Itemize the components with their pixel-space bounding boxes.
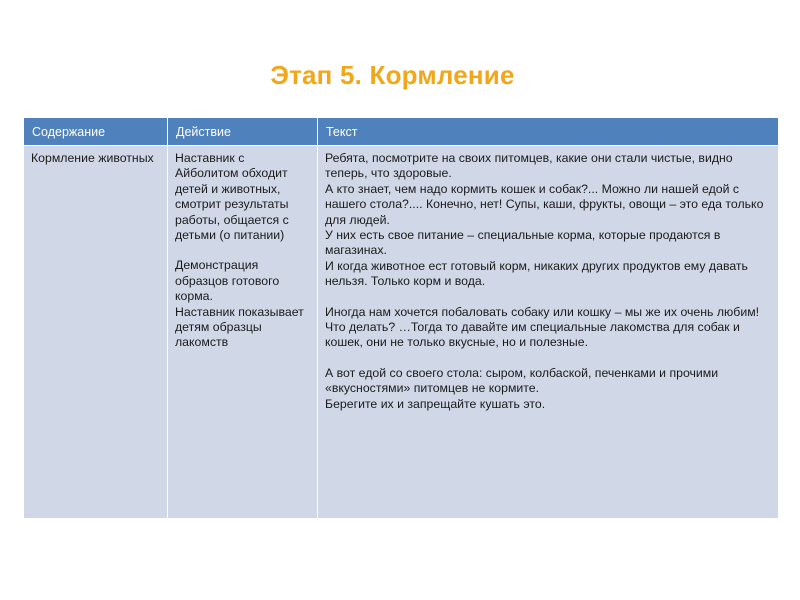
cell-action [168,146,318,519]
action-para-1: Наставник с Айболитом обходит детей и животных, смотрит результаты работы, общается с детьми (о питании) [175,151,289,243]
text-para-2: Иногда нам хочется побаловать собаку или кошку – мы же их очень любим! Что делать? …Тогда то давайте им специальные лакомства для собак и кошек, они не только вкусные, но и полезные. [325,304,760,350]
table-header-row [24,118,779,146]
cell-content [24,146,168,519]
header-text: Текст [318,118,779,146]
stage-table [23,117,779,519]
header-action: Действие [168,118,318,146]
content-text: Кормление животных [31,151,154,165]
table-row [24,146,779,519]
slide-title: Этап 5. Кормление [270,60,515,90]
header-content: Содержание [24,118,168,146]
text-para-1: Ребята, посмотрите на своих питомцев, какие они стали чистые, видно теперь, что здоровые. А кто знает, чем надо кормить кошек и собак?... Можно ли нашей едой с нашего стола?.... Конечно, нет! Супы, каши, фрукты, овощи – это еда только для людей. У них есть свое питание – специальные корма, которые продаются в магазинах. И когда животное ест готовый корм, никаких других продуктов ему давать нельзя. Только корм и вода. [325,151,764,289]
text-para-3: А вот едой со своего стола: сыром, колбаской, печенками и прочими «вкусностями» питомцев не кормите. Берегите их и запрещайте кушать это. [325,365,719,411]
action-para-2: Демонстрация образцов готового корма. Наставник показывает детям образцы лакомств [175,258,304,350]
cell-text [318,146,779,519]
